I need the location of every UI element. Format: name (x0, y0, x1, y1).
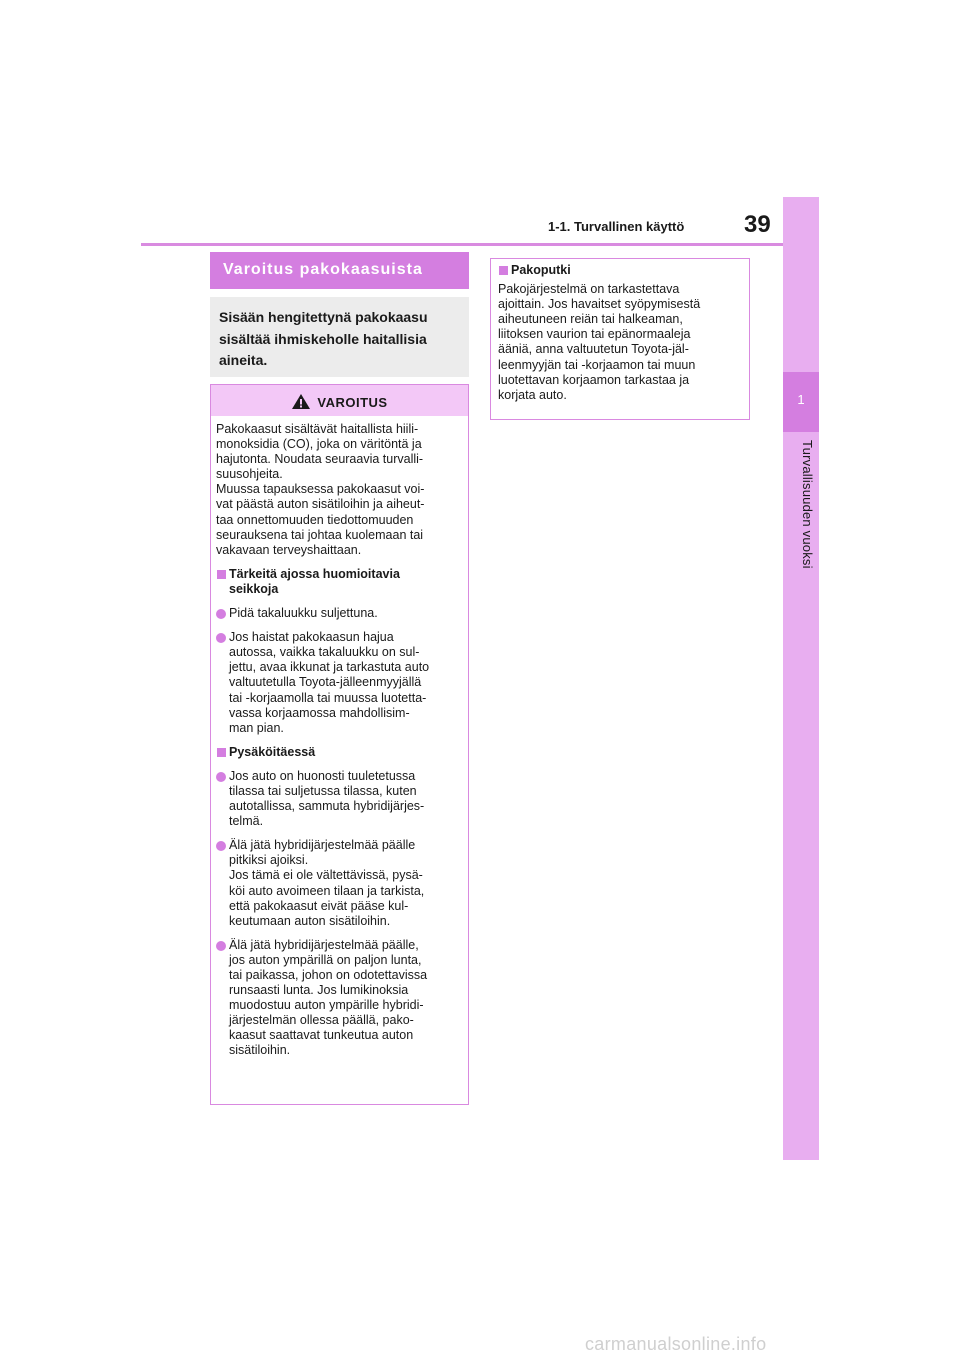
warning-body (211, 416, 468, 1059)
exhaust-pipe-box (490, 258, 750, 420)
list-item: Älä jätä hybridijärjestelmää päälle pitkiksi ajoiksi. Jos tämä ei ole vältettävissä, pysä- köi auto avoimeen tilaan ja tarkista, että pakokaasut eivät pääse kul- keutumaan auton sisätiloihin. (216, 838, 462, 929)
list-item: Jos haistat pakokaasun hajua autossa, vaikka takaluukku on sul- jettu, avaa ikkunat ja tarkastuta auto valtuutetulla Toyota-jälleenmyyjällä tai -korjaamolla tai muussa luotetta- vassa korjaamossa mahdollisim- man pian. (216, 630, 462, 736)
exhaust-pipe-paragraph: Pakojärjestelmä on tarkastettava ajoittain. Jos havaitset syöpymisestä aiheutuneen reiän tai halkeaman, liitoksen vaurion tai epänormaaleja ääniä, anna valtuutetun Toyota-jäl- leenmyyjän tai -korjaamon tai muun luotettavan korjaamon tarkastaa ja korjata auto. (498, 282, 701, 402)
page-number: 39 (744, 211, 771, 238)
page-title: Varoitus pakokaasuista (210, 252, 469, 289)
chapter-label: Turvallisuuden vuoksi (800, 440, 815, 569)
side-tab (783, 197, 819, 1160)
parking-heading: Pysäköitäessä (216, 745, 462, 760)
section-title: 1-1. Turvallinen käyttö (548, 219, 685, 234)
warning-header (211, 385, 468, 416)
footer-watermark: carmanualsonline.info (585, 1334, 767, 1354)
list-item: Älä jätä hybridijärjestelmää päälle, jos auton ympärillä on paljon lunta, tai paikassa, johon on odotettavissa runsaasti lunta. Jos lumikinoksia muodostuu auton ympärille hybridi- järjestelmän ollessa päällä, pako- kaasut saattavat tunkeutua auton sisätiloihin. (216, 938, 462, 1059)
warning-triangle-icon (291, 393, 311, 413)
header-rule (141, 243, 783, 246)
warning-label: VAROITUS (317, 395, 388, 410)
list-item: Jos auto on huonosti tuuletetussa tilassa tai suljetussa tilassa, kuten autotallissa, sammuta hybridijärjes- telmä. (216, 769, 462, 829)
exhaust-pipe-heading: Pakoputki (498, 263, 743, 278)
driving-heading: Tärkeitä ajossa huomioitavia seikkoja (216, 567, 462, 597)
chapter-number: 1 (797, 392, 805, 407)
list-item: Pidä takaluukku suljettuna. (216, 606, 462, 621)
warning-paragraph: Pakokaasut sisältävät haitallista hiili- monoksidia (CO), joka on väritöntä ja hajutonta. Noudata seuraavia turvalli- suusohjeita. Muussa tapauksessa pakokaasut voi- vat päästä auton sisätiloihin ja aiheut- taa onnettomuuden tiedottomuuden seurauksena tai johtaa kuolemaan tai vakavaan terveyshaittaan. (216, 422, 425, 557)
warning-box (210, 384, 469, 1105)
intro-summary: Sisään hengitettynä pakokaasu sisältää ihmiskeholle haitallisia aineita. (210, 297, 469, 377)
